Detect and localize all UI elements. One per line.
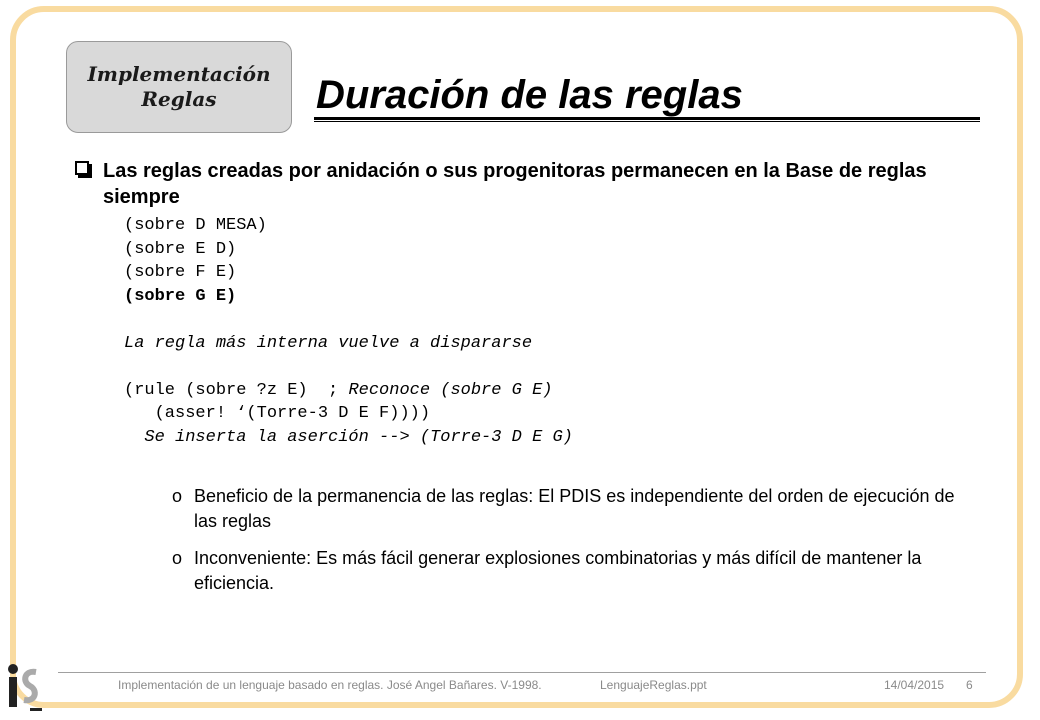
subpoint-text: Inconveniente: Es más fácil generar explosiones combinatorias y más difícil de mantener la eficiencia. bbox=[194, 548, 922, 593]
footer-page-number: 6 bbox=[966, 678, 973, 692]
title-underline bbox=[314, 117, 980, 122]
code-rule-head: (rule (sobre ?z E) ; bbox=[124, 380, 349, 400]
square-bullet-icon bbox=[75, 161, 89, 175]
subpoint-benefit bbox=[172, 484, 972, 534]
code-line-2: (sobre E D) bbox=[124, 239, 237, 259]
code-line-1: (sobre D MESA) bbox=[124, 216, 267, 235]
slide-title: Duración de las reglas bbox=[316, 73, 743, 117]
section-badge bbox=[66, 41, 292, 133]
code-line-4: (sobre G E) bbox=[124, 286, 237, 306]
code-rule-body: (asser! ‘(Torre-3 D E F)))) bbox=[124, 404, 431, 423]
code-block bbox=[124, 214, 573, 449]
footer-date: 14/04/2015 bbox=[884, 678, 945, 692]
is-logo-icon bbox=[4, 658, 46, 718]
footer-divider bbox=[58, 672, 986, 673]
main-bullet-text: Las reglas creadas por anidación o sus progenitoras permanecen en la Base de reglas siempre bbox=[103, 160, 927, 208]
main-bullet bbox=[75, 158, 955, 210]
code-result: Se inserta la aserción --> (Torre-3 D E G) bbox=[124, 427, 573, 447]
subpoint-marker: o bbox=[172, 548, 183, 568]
code-rule-comment: Reconoce (sobre G E) bbox=[348, 380, 553, 400]
footer-file: LenguajeReglas.ppt bbox=[600, 678, 707, 692]
subpoint-marker: o bbox=[172, 486, 183, 506]
code-comment: La regla más interna vuelve a dispararse bbox=[124, 333, 533, 353]
subpoint-drawback bbox=[172, 546, 972, 596]
section-badge-line2: Reglas bbox=[141, 87, 217, 111]
section-badge-line1: Implementación bbox=[87, 62, 271, 86]
footer-credit: Implementación de un lenguaje basado en reglas. José Angel Bañares. V-1998. bbox=[118, 678, 542, 692]
code-line-3: (sobre F E) bbox=[124, 263, 237, 282]
subpoint-text: Beneficio de la permanencia de las reglas: El PDIS es independiente del orden de ejecución de las reglas bbox=[194, 486, 955, 531]
